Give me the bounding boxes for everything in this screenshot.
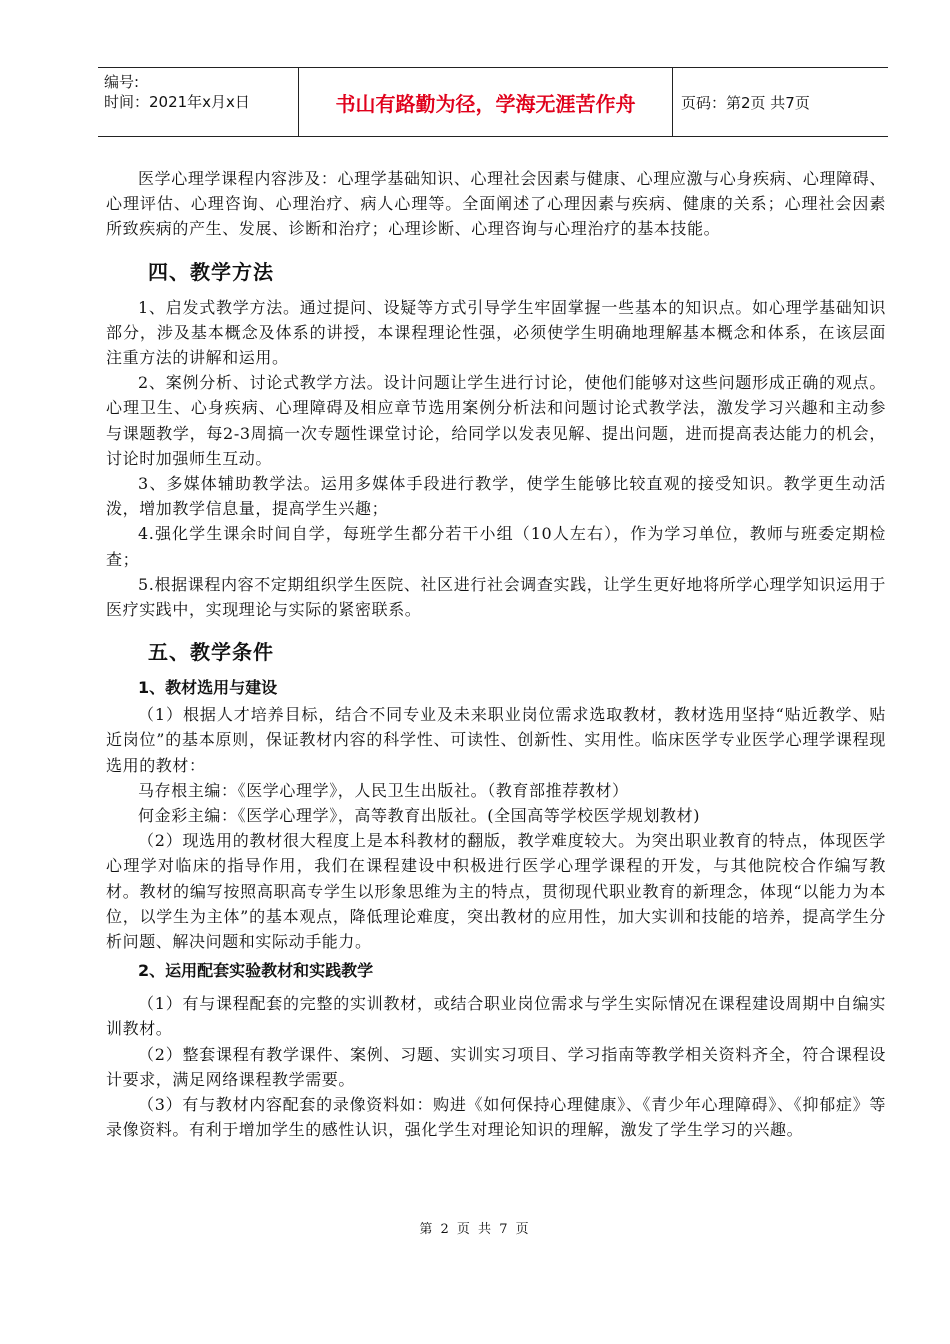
section-heading-teaching-conditions: 五、教学条件: [148, 640, 274, 665]
method-paragraph-3: 3、多媒体辅助教学法。运用多媒体手段进行教学，使学生能够比较直观的接受知识。教学更生动活泼，增加教学信息量，提高学生兴趣；: [106, 474, 886, 519]
subheading-practice-materials: 2、运用配套实验教材和实践教学: [138, 961, 374, 981]
textbook-entry-2: 何金彩主编：《医学心理学》，高等教育出版社。(全国高等学校医学规划教材): [138, 806, 701, 826]
time-label: 时间：2021年x月x日: [104, 93, 250, 111]
page-header: [98, 67, 888, 137]
textbook-paragraph-1: （1）根据人才培养目标，结合不同专业及未来职业岗位需求选取教材，教材选用坚持“贴近教学、贴近岗位”的基本原则，保证教材内容的科学性、可读性、创新性、实用性。临床医学专业医学心理学课程现选用的教材：: [106, 705, 886, 775]
number-label: 编号:: [104, 73, 140, 91]
textbook-paragraph-2: （2）现选用的教材很大程度上是本科教材的翻版，教学难度较大。为突出职业教育的特点，体现医学心理学对临床的指导作用，我们在课程建设中积极进行医学心理学课程的开发，与其他院校合作编写教材。教材的编写按照高职高专学生以形象思维为主的特点，贯彻现代职业教育的新理念，体现“以能力为本位，以学生为主体”的基本观点，降低理论难度，突出教材的应用性，加大实训和技能的培养，提高学生分析问题、解决问题和实际动手能力。: [106, 831, 886, 952]
method-paragraph-5: 5.根据课程内容不定期组织学生医院、社区进行社会调查实践，让学生更好地将所学心理学知识运用于医疗实践中，实现理论与实际的紧密联系。: [106, 574, 886, 620]
method-paragraph-4: 4.强化学生课余时间自学，每班学生都分若干小组（10人左右），作为学习单位，教师与班委定期检查；: [106, 524, 886, 569]
header-page-info: 页码：第2页 共7页: [681, 93, 810, 112]
practice-paragraph-3: （3）有与教材内容配套的录像资料如：购进《如何保持心理健康》、《青少年心理障碍》、《抑郁症》等录像资料。有利于增加学生的感性认识，强化学生对理论知识的理解，激发了学生学习的兴趣。: [106, 1095, 886, 1140]
practice-paragraph-2: （2）整套课程有教学课件、案例、习题、实训实习项目、学习指南等教学相关资料齐全，符合课程设计要求，满足网络课程教学需要。: [106, 1044, 886, 1089]
practice-paragraph-1: （1）有与课程配套的完整的实训教材，或结合职业岗位需求与学生实际情况在课程建设周期中自编实训教材。: [106, 994, 886, 1039]
header-motto: 书山有路勤为径，学海无涯苦作舟: [299, 68, 673, 136]
method-paragraph-2: 2、案例分析、讨论式教学方法。设计问题让学生进行讨论，使他们能够对这些问题形成正确的观点。心理卫生、心身疾病、心理障碍及相应章节选用案例分析法和问题讨论式教学法，激发学习兴趣和主动参与课题教学，每2-3周搞一次专题性课堂讨论，给同学以发表见解、提出问题，进而提高表达能力的机会，讨论时加强师生互动。: [106, 373, 886, 468]
header-meta: [98, 68, 299, 136]
subheading-textbooks: 1、教材选用与建设: [138, 678, 278, 698]
method-paragraph-1: 1、启发式教学方法。通过提问、设疑等方式引导学生牢固掌握一些基本的知识点。如心理学基础知识部分，涉及基本概念及体系的讲授，本课程理论性强，必须使学生明确地理解基本概念和体系，在该层面注重方法的讲解和运用。: [106, 297, 886, 368]
page-footer: 第 2 页 共 7 页: [419, 1222, 531, 1237]
section-heading-teaching-methods: 四、教学方法: [148, 259, 274, 284]
intro-paragraph: 医学心理学课程内容涉及：心理学基础知识、心理社会因素与健康、心理应激与心身疾病、心理障碍、心理评估、心理咨询、心理治疗、病人心理等。全面阐述了心理因素与疾病、健康的关系；心理社会因素所致疾病的产生、发展、诊断和治疗；心理诊断、心理咨询与心理治疗的基本技能。: [106, 169, 886, 239]
document-body: [106, 166, 886, 1143]
textbook-entry-1: 马存根主编：《医学心理学》，人民卫生出版社。（教育部推荐教材）: [138, 780, 629, 800]
